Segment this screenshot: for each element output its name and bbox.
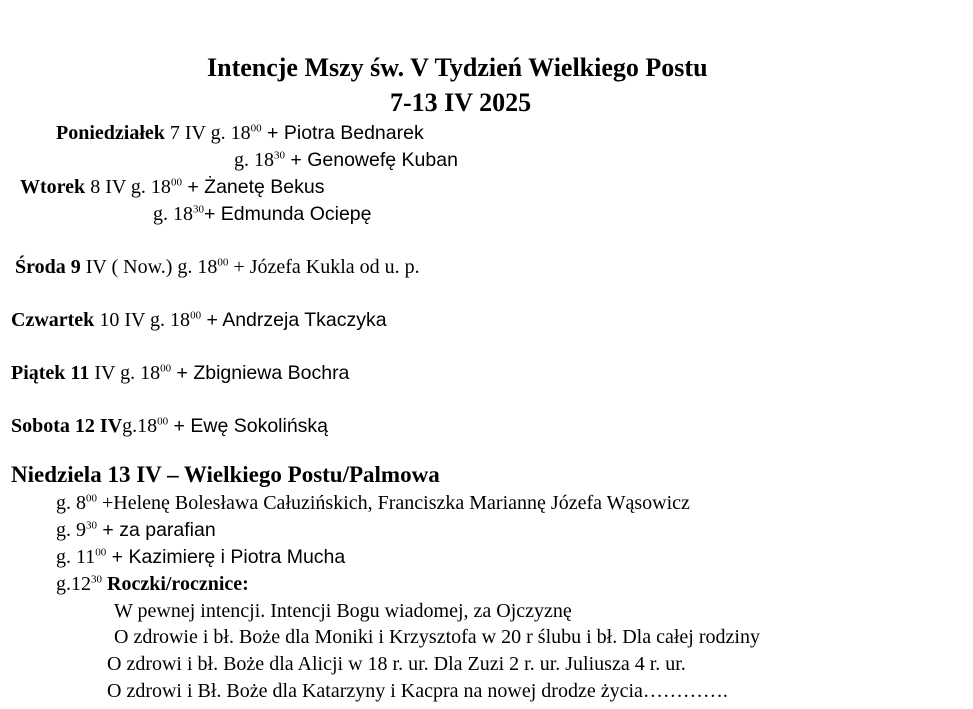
time-minutes: 00 [86, 492, 97, 505]
time-minutes: 00 [157, 415, 169, 428]
day-name: Środa 9 [15, 256, 81, 278]
intent-text: + Edmunda Ociepę [204, 203, 372, 225]
intent-text: + Kazimierę i Piotra Mucha [106, 546, 346, 568]
intent-text: + Józefa Kukla od u. p. [228, 256, 420, 278]
intent-text: + Piotra Bednarek [261, 122, 424, 144]
intent-text: + Andrzeja Tkaczyka [201, 309, 387, 331]
page-subtitle-dates: 7-13 IV 2025 [390, 88, 532, 117]
day-name: Sobota 12 IV [11, 415, 123, 437]
time-minutes: 00 [95, 546, 107, 559]
wednesday-entry [15, 255, 420, 279]
saturday-entry [11, 414, 328, 438]
friday-entry [11, 361, 349, 385]
intent-text: + Żanetę Bekus [181, 176, 325, 198]
day-date-time: IV ( Now.) g. 18 [80, 256, 218, 278]
time-minutes: 00 [160, 362, 172, 375]
sunday-mass-1 [56, 491, 690, 515]
time-minutes: 00 [217, 256, 229, 269]
intent-text: +Helenę Bolesława Całuzińskich, Franciszka Mariannę Józefa Wąsowicz [97, 492, 690, 514]
thursday-entry [11, 308, 387, 332]
day-date-time: 10 IV g. 18 [94, 309, 191, 331]
page-title: Intencje Mszy św. V Tydzień Wielkiego Postu [207, 53, 708, 82]
mass-time: g. 11 [56, 546, 96, 568]
day-date-time: g.18 [122, 415, 158, 437]
tuesday-entry-second [153, 202, 371, 226]
sunday-header: Niedziela 13 IV – Wielkiego Postu/Palmowa [11, 462, 440, 487]
day-date-time: 7 IV g. 18 [164, 122, 251, 144]
anniversary-intent: O zdrowie i bł. Boże dla Moniki i Krzysztofa w 20 r ślubu i bł. Dla całej rodziny [114, 626, 760, 648]
intent-text: + Ewę Sokolińską [168, 415, 329, 437]
mass-time: g. 9 [56, 519, 86, 541]
day-name: Poniedziałek [56, 122, 165, 144]
sunday-mass-3 [56, 545, 345, 569]
intent-text: + za parafian [97, 519, 216, 541]
day-date-time: 8 IV g. 18 [85, 176, 171, 198]
monday-entry [56, 121, 424, 145]
time-minutes: 30 [274, 149, 285, 162]
time-minutes: 00 [170, 176, 182, 189]
mass-time: g.12 [56, 573, 91, 595]
sunday-mass-2 [56, 518, 216, 542]
sunday-mass-4 [56, 572, 249, 596]
tuesday-entry [20, 175, 324, 199]
day-name: Czwartek [11, 309, 95, 331]
anniversary-intent: W pewnej intencji. Intencji Bogu wiadomej, za Ojczyznę [114, 600, 572, 622]
day-date-time: IV g. 18 [89, 362, 161, 384]
intent-text: + Zbigniewa Bochra [171, 362, 350, 384]
day-name: Piątek 11 [11, 362, 90, 384]
mass-time: g. 18 [153, 203, 193, 225]
anniversary-intent: O zdrowi i bł. Boże dla Alicji w 18 r. ur. Dla Zuzi 2 r. ur. Juliusza 4 r. ur. [107, 653, 686, 675]
anniversary-intent: O zdrowi i Bł. Boże dla Katarzyny i Kacpra na nowej drodze życia…………. [107, 680, 728, 702]
time-minutes: 30 [193, 203, 204, 216]
time-minutes: 00 [250, 122, 262, 135]
time-minutes: 30 [86, 519, 97, 532]
time-minutes: 30 [91, 573, 102, 586]
anniversaries-heading: Roczki/rocznice: [102, 573, 249, 595]
mass-time: g. 18 [234, 149, 274, 171]
intent-text: + Genowefę Kuban [285, 149, 458, 171]
monday-entry-second [234, 148, 458, 172]
time-minutes: 00 [190, 309, 202, 322]
day-name: Wtorek [20, 176, 86, 198]
mass-time: g. 8 [56, 492, 86, 514]
